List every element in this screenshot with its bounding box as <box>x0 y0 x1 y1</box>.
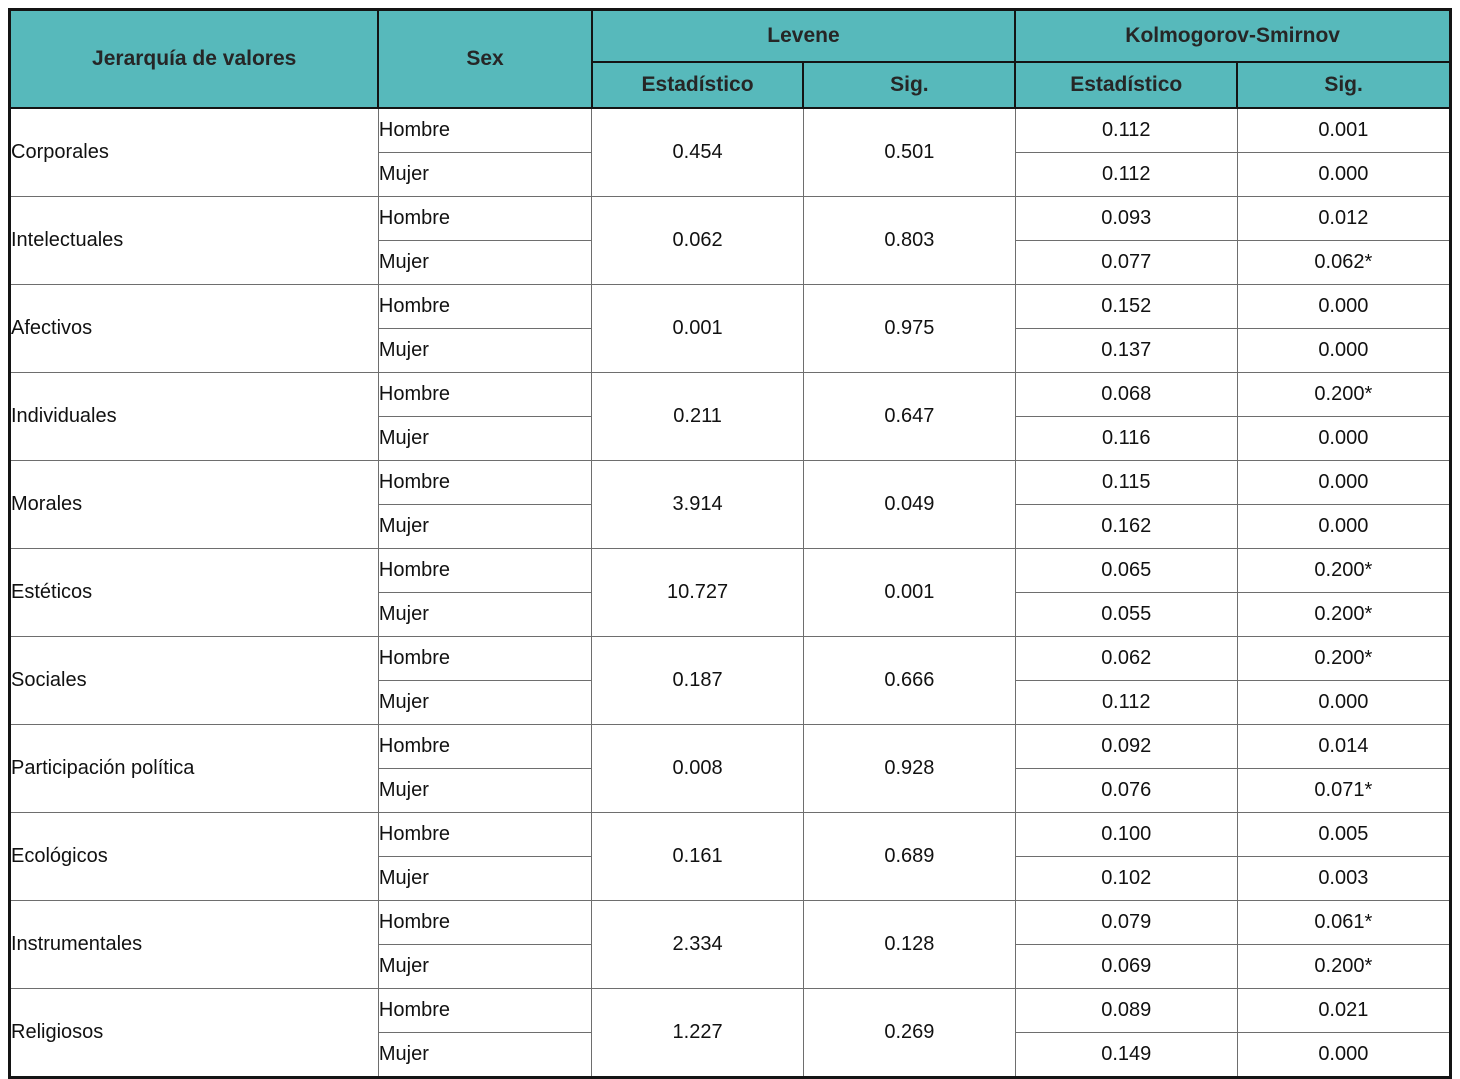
ks-sig-cell-mujer: 0.200* <box>1237 945 1450 989</box>
table-row-hombre <box>10 285 1451 329</box>
table-row-hombre <box>10 637 1451 681</box>
ks-sig-cell-mujer: 0.000 <box>1237 153 1450 197</box>
ks-estadistico-cell-mujer: 0.077 <box>1015 241 1237 285</box>
sex-cell-hombre: Hombre <box>378 108 591 153</box>
ks-estadistico-cell-hombre: 0.152 <box>1015 285 1237 329</box>
levene-sig-cell: 0.928 <box>803 725 1015 813</box>
sex-cell-mujer: Mujer <box>378 945 591 989</box>
ks-sig-cell-hombre: 0.000 <box>1237 461 1450 505</box>
header-group-kolmogorov-smirnov: Kolmogorov-Smirnov <box>1015 10 1450 63</box>
sex-cell-hombre: Hombre <box>378 901 591 945</box>
header-levene-sig: Sig. <box>803 62 1015 108</box>
table-row-hombre <box>10 108 1451 153</box>
ks-estadistico-cell-mujer: 0.102 <box>1015 857 1237 901</box>
levene-ks-statistics-table <box>8 8 1452 1079</box>
levene-sig-cell: 0.001 <box>803 549 1015 637</box>
table-row-hombre <box>10 813 1451 857</box>
category-cell: Instrumentales <box>10 901 379 989</box>
levene-estadistico-cell: 0.161 <box>592 813 804 901</box>
levene-sig-cell: 0.049 <box>803 461 1015 549</box>
table-row-hombre <box>10 989 1451 1033</box>
category-cell: Sociales <box>10 637 379 725</box>
levene-estadistico-cell: 10.727 <box>592 549 804 637</box>
category-cell: Ecológicos <box>10 813 379 901</box>
category-cell: Religiosos <box>10 989 379 1078</box>
ks-estadistico-cell-hombre: 0.089 <box>1015 989 1237 1033</box>
ks-estadistico-cell-mujer: 0.149 <box>1015 1033 1237 1078</box>
sex-cell-hombre: Hombre <box>378 989 591 1033</box>
levene-estadistico-cell: 0.008 <box>592 725 804 813</box>
header-group-row <box>10 10 1451 63</box>
ks-sig-cell-hombre: 0.012 <box>1237 197 1450 241</box>
ks-sig-cell-mujer: 0.062* <box>1237 241 1450 285</box>
table-header <box>10 10 1451 109</box>
ks-sig-cell-mujer: 0.071* <box>1237 769 1450 813</box>
table-row-hombre <box>10 725 1451 769</box>
ks-estadistico-cell-hombre: 0.092 <box>1015 725 1237 769</box>
ks-estadistico-cell-hombre: 0.100 <box>1015 813 1237 857</box>
table-body <box>10 108 1451 1078</box>
sex-cell-hombre: Hombre <box>378 373 591 417</box>
ks-estadistico-cell-mujer: 0.069 <box>1015 945 1237 989</box>
levene-sig-cell: 0.647 <box>803 373 1015 461</box>
ks-sig-cell-mujer: 0.003 <box>1237 857 1450 901</box>
ks-estadistico-cell-mujer: 0.112 <box>1015 681 1237 725</box>
levene-sig-cell: 0.689 <box>803 813 1015 901</box>
category-cell: Individuales <box>10 373 379 461</box>
header-sex: Sex <box>378 10 591 109</box>
ks-estadistico-cell-hombre: 0.068 <box>1015 373 1237 417</box>
ks-sig-cell-hombre: 0.000 <box>1237 285 1450 329</box>
ks-estadistico-cell-mujer: 0.076 <box>1015 769 1237 813</box>
levene-estadistico-cell: 0.062 <box>592 197 804 285</box>
sex-cell-hombre: Hombre <box>378 285 591 329</box>
sex-cell-mujer: Mujer <box>378 681 591 725</box>
ks-sig-cell-mujer: 0.000 <box>1237 417 1450 461</box>
ks-estadistico-cell-hombre: 0.112 <box>1015 108 1237 153</box>
table-row-hombre <box>10 197 1451 241</box>
table-row-hombre <box>10 901 1451 945</box>
sex-cell-hombre: Hombre <box>378 637 591 681</box>
category-cell: Corporales <box>10 108 379 197</box>
category-cell: Estéticos <box>10 549 379 637</box>
sex-cell-hombre: Hombre <box>378 725 591 769</box>
ks-estadistico-cell-mujer: 0.137 <box>1015 329 1237 373</box>
ks-sig-cell-hombre: 0.200* <box>1237 637 1450 681</box>
levene-sig-cell: 0.501 <box>803 108 1015 197</box>
sex-cell-mujer: Mujer <box>378 241 591 285</box>
ks-sig-cell-mujer: 0.000 <box>1237 1033 1450 1078</box>
ks-sig-cell-mujer: 0.000 <box>1237 505 1450 549</box>
category-cell: Participación política <box>10 725 379 813</box>
levene-estadistico-cell: 0.211 <box>592 373 804 461</box>
ks-sig-cell-mujer: 0.200* <box>1237 593 1450 637</box>
ks-sig-cell-hombre: 0.061* <box>1237 901 1450 945</box>
sex-cell-mujer: Mujer <box>378 857 591 901</box>
header-ks-sig: Sig. <box>1237 62 1450 108</box>
table-row-hombre <box>10 373 1451 417</box>
levene-sig-cell: 0.975 <box>803 285 1015 373</box>
ks-estadistico-cell-mujer: 0.055 <box>1015 593 1237 637</box>
ks-sig-cell-mujer: 0.000 <box>1237 681 1450 725</box>
ks-estadistico-cell-hombre: 0.115 <box>1015 461 1237 505</box>
sex-cell-mujer: Mujer <box>378 153 591 197</box>
ks-sig-cell-hombre: 0.200* <box>1237 549 1450 593</box>
levene-estadistico-cell: 2.334 <box>592 901 804 989</box>
levene-estadistico-cell: 3.914 <box>592 461 804 549</box>
levene-sig-cell: 0.666 <box>803 637 1015 725</box>
sex-cell-hombre: Hombre <box>378 549 591 593</box>
category-cell: Intelectuales <box>10 197 379 285</box>
sex-cell-mujer: Mujer <box>378 329 591 373</box>
ks-estadistico-cell-hombre: 0.093 <box>1015 197 1237 241</box>
levene-sig-cell: 0.803 <box>803 197 1015 285</box>
ks-sig-cell-hombre: 0.200* <box>1237 373 1450 417</box>
ks-sig-cell-hombre: 0.014 <box>1237 725 1450 769</box>
sex-cell-mujer: Mujer <box>378 769 591 813</box>
ks-estadistico-cell-mujer: 0.116 <box>1015 417 1237 461</box>
header-ks-estadistico: Estadístico <box>1015 62 1237 108</box>
sex-cell-mujer: Mujer <box>378 593 591 637</box>
sex-cell-hombre: Hombre <box>378 813 591 857</box>
header-jerarquia-de-valores: Jerarquía de valores <box>10 10 379 109</box>
levene-estadistico-cell: 1.227 <box>592 989 804 1078</box>
sex-cell-mujer: Mujer <box>378 417 591 461</box>
ks-estadistico-cell-hombre: 0.065 <box>1015 549 1237 593</box>
levene-estadistico-cell: 0.187 <box>592 637 804 725</box>
ks-estadistico-cell-hombre: 0.079 <box>1015 901 1237 945</box>
ks-estadistico-cell-mujer: 0.162 <box>1015 505 1237 549</box>
levene-estadistico-cell: 0.001 <box>592 285 804 373</box>
ks-sig-cell-hombre: 0.005 <box>1237 813 1450 857</box>
ks-sig-cell-hombre: 0.021 <box>1237 989 1450 1033</box>
ks-sig-cell-mujer: 0.000 <box>1237 329 1450 373</box>
sex-cell-hombre: Hombre <box>378 461 591 505</box>
ks-estadistico-cell-hombre: 0.062 <box>1015 637 1237 681</box>
category-cell: Morales <box>10 461 379 549</box>
table-row-hombre <box>10 461 1451 505</box>
sex-cell-mujer: Mujer <box>378 1033 591 1078</box>
sex-cell-mujer: Mujer <box>378 505 591 549</box>
levene-estadistico-cell: 0.454 <box>592 108 804 197</box>
ks-sig-cell-hombre: 0.001 <box>1237 108 1450 153</box>
header-levene-estadistico: Estadístico <box>592 62 804 108</box>
category-cell: Afectivos <box>10 285 379 373</box>
levene-sig-cell: 0.269 <box>803 989 1015 1078</box>
header-group-levene: Levene <box>592 10 1016 63</box>
ks-estadistico-cell-mujer: 0.112 <box>1015 153 1237 197</box>
table-row-hombre <box>10 549 1451 593</box>
sex-cell-hombre: Hombre <box>378 197 591 241</box>
levene-sig-cell: 0.128 <box>803 901 1015 989</box>
